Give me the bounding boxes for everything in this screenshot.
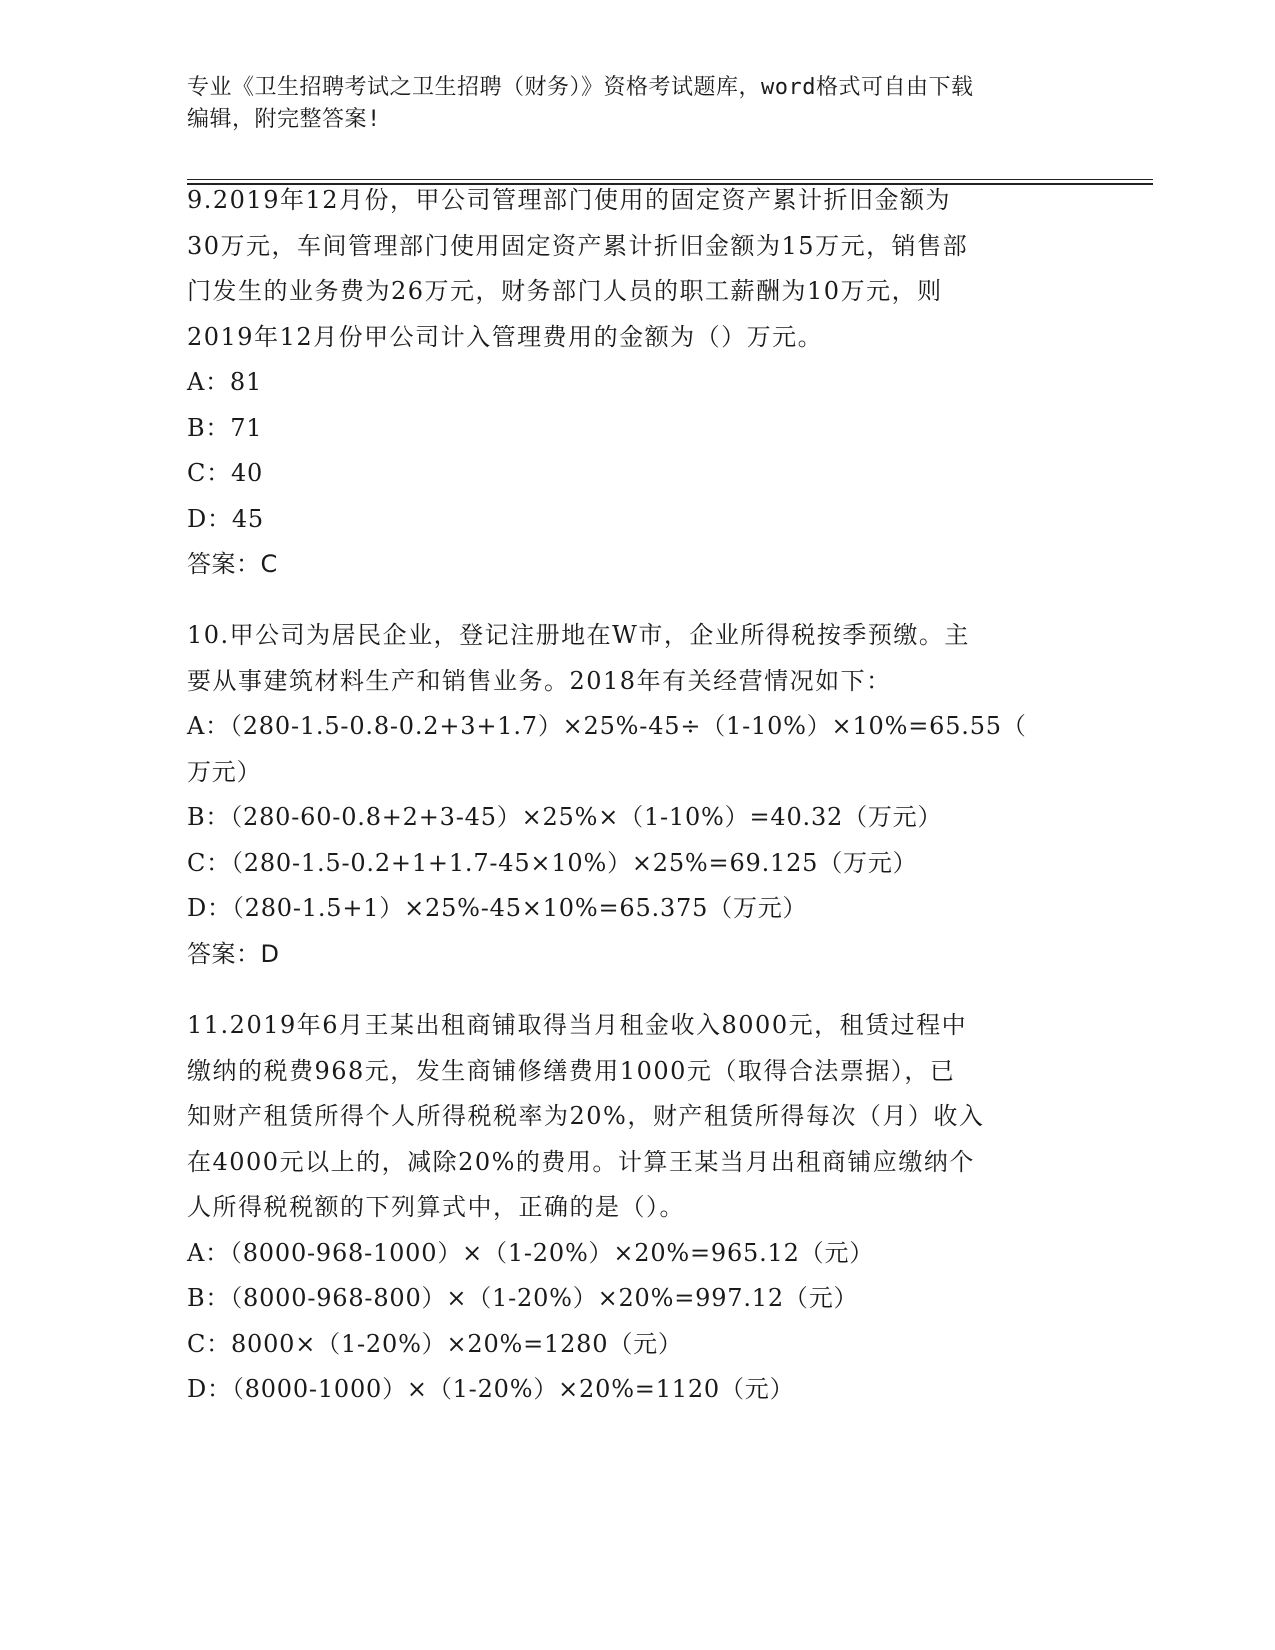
document-header [187, 72, 1067, 136]
question-text-line: 人所得税税额的下列算式中，正确的是（）。 [187, 1193, 685, 1221]
question-text-line: 在4000元以上的，减除20%的费用。计算王某当月出租商铺应缴纳个 [187, 1147, 975, 1176]
option-d: D：（8000-1000）×（1-20%）×20%=1120（元） [187, 1375, 795, 1403]
question-text-line: 要从事建筑材料生产和销售业务。2018年有关经营情况如下： [187, 666, 892, 695]
header-line-2: 编辑，附完整答案! [187, 107, 381, 132]
option-d: D：45 [187, 504, 264, 533]
header-line-1: 专业《卫生招聘考试之卫生招聘（财务）》资格考试题库，word格式可自由下载 [187, 75, 974, 100]
option-a: A：（8000-968-1000）×（1-20%）×20%=965.12（元） [187, 1238, 875, 1267]
question-text-line: 10.甲公司为居民企业，登记注册地在W市，企业所得税按季预缴。主 [187, 621, 970, 649]
option-a: A：81 [187, 368, 263, 396]
question-text-line: 知财产租赁所得个人所得税税率为20%，财产租赁所得每次（月）收入 [187, 1102, 985, 1130]
question-text-line: 11.2019年6月王某出租商铺取得当月租金收入8000元，租赁过程中 [187, 1011, 968, 1039]
option-b: B：71 [187, 413, 263, 442]
answer-line: 答案：C [187, 550, 278, 578]
question-text-line: 30万元，车间管理部门使用固定资产累计折旧金额为15万元，销售部 [187, 231, 969, 260]
question-11 [187, 1003, 1087, 1413]
question-text-line: 2019年12月份甲公司计入管理费用的金额为（）万元。 [187, 322, 824, 351]
option-d: D：（280-1.5+1）×25%-45×10%=65.375（万元） [187, 894, 808, 922]
question-text-line: 门发生的业务费为26万元，财务部门人员的职工薪酬为10万元，则 [187, 277, 943, 305]
question-text-line: 9.2019年12月份，甲公司管理部门使用的固定资产累计折旧金额为 [187, 186, 952, 214]
question-10 [187, 613, 1087, 977]
question-9 [187, 178, 1087, 588]
option-a-continued: 万元） [187, 757, 262, 786]
option-c: C：（280-1.5-0.2+1+1.7-45×10%）×25%=69.125（万元） [187, 848, 918, 877]
option-c: C：40 [187, 459, 264, 487]
option-b: B：（280-60-0.8+2+3-45）×25%×（1-10%）=40.32（万元） [187, 803, 943, 831]
option-c: C：8000×（1-20%）×20%=1280（元） [187, 1329, 683, 1358]
answer-line: 答案：D [187, 939, 280, 968]
option-a: A：（280-1.5-0.8-0.2+3+1.7）×25%-45÷（1-10%）×10%=65.55（ [187, 712, 1027, 740]
option-b: B：（8000-968-800）×（1-20%）×20%=997.12（元） [187, 1284, 859, 1312]
question-text-line: 缴纳的税费968元，发生商铺修缮费用1000元（取得合法票据），已 [187, 1056, 956, 1085]
